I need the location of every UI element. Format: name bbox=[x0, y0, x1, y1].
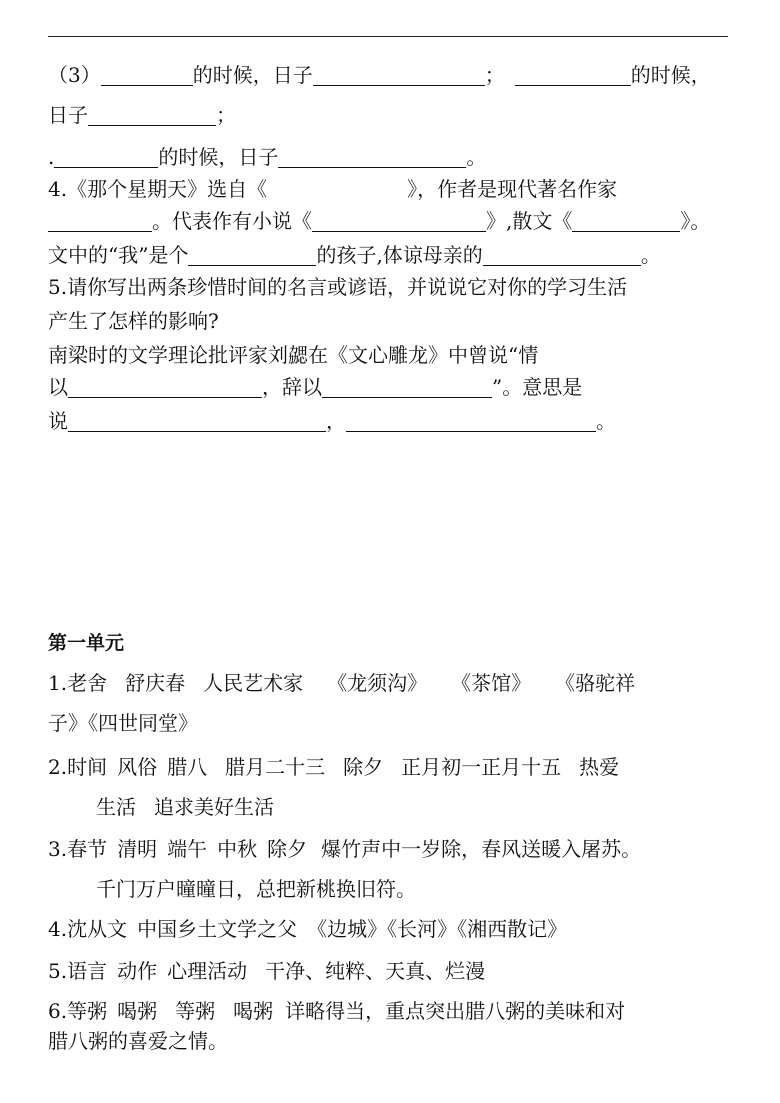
blank-q4-prose[interactable] bbox=[572, 209, 680, 232]
answer-6-line-1: 6.等粥 喝粥 等粥 喝粥 详略得当，重点突出腊八粥的美味和对 bbox=[48, 999, 626, 1023]
blank-q4-novel[interactable] bbox=[312, 209, 486, 232]
blank-q3-5[interactable] bbox=[54, 145, 158, 168]
blank-q4-author[interactable] bbox=[48, 209, 152, 232]
q4-line-3: 文中的“我”是个 的孩子,体谅母亲的 。 bbox=[48, 243, 661, 267]
q3-line-3: . 的时候，日子 。 bbox=[48, 145, 487, 169]
q5-line-2: 产生了怎样的影响? bbox=[48, 309, 219, 333]
blank-q6-2[interactable] bbox=[322, 375, 492, 398]
answer-4-line-1: 4.沈从文 中国乡土文学之父 《边城》《长河》《湘西散记》 bbox=[48, 917, 568, 941]
blank-q3-3[interactable] bbox=[515, 63, 631, 86]
blank-q3-4[interactable] bbox=[88, 103, 216, 126]
q3-line-1: （3） 的时候，日子 ； 的时候， bbox=[48, 63, 711, 87]
q6-line-1: 南梁时的文学理论批评家刘勰在《文心雕龙》中曾说“情 bbox=[48, 343, 539, 367]
answer-3-line-1: 3.春节 清明 端午 中秋 除夕 爆竹声中一岁除，春风送暖入屠苏。 bbox=[48, 837, 642, 861]
answer-6-line-2: 腊八粥的喜爱之情。 bbox=[48, 1029, 228, 1053]
section-heading: 第一单元 bbox=[48, 632, 125, 654]
q4-line-2: 。代表作有小说《 》,散文《 》。 bbox=[48, 206, 738, 236]
q3-line-2: 日子 ； bbox=[48, 103, 236, 127]
blank-q3-1[interactable] bbox=[101, 63, 193, 86]
answer-3-line-2: 千门万户曈曈日，总把新桃换旧符。 bbox=[96, 877, 416, 901]
answer-2-line-1: 2.时间 风俗 腊八 腊月二十三 除夕 正月初一正月十五 热爱 bbox=[48, 755, 620, 779]
top-rule bbox=[48, 36, 728, 37]
q5-line-1: 5.请你写出两条珍惜时间的名言或谚语，并说说它对你的学习生活 bbox=[48, 275, 628, 299]
blank-q3-2[interactable] bbox=[313, 63, 485, 86]
blank-q3-6[interactable] bbox=[278, 145, 466, 168]
answer-5-line-1: 5.语言 动作 心理活动 干净、纯粹、天真、烂漫 bbox=[48, 959, 486, 983]
answer-1-line-2: 子》《四世同堂》 bbox=[48, 711, 198, 735]
blank-q6-1[interactable] bbox=[68, 375, 262, 398]
answer-2-line-2: 生活 追求美好生活 bbox=[96, 795, 274, 819]
q6-line-3: 说 ， 。 bbox=[48, 409, 616, 433]
blank-q6-3[interactable] bbox=[68, 409, 326, 432]
blank-q4-child[interactable] bbox=[188, 243, 316, 266]
q6-line-2: 以 ，辞以 ”。意思是 bbox=[48, 375, 583, 399]
q3-number: （3） bbox=[48, 63, 101, 87]
q4-line-1: 4.《那个星期天》选自《 》，作者是现代著名作家 bbox=[48, 177, 618, 201]
blank-q6-4[interactable] bbox=[346, 409, 596, 432]
answer-1-line-1: 1.老舍 舒庆春 人民艺术家 《龙须沟》 《茶馆》 《骆驼祥 bbox=[48, 671, 636, 695]
blank-q4-mother[interactable] bbox=[483, 243, 641, 266]
